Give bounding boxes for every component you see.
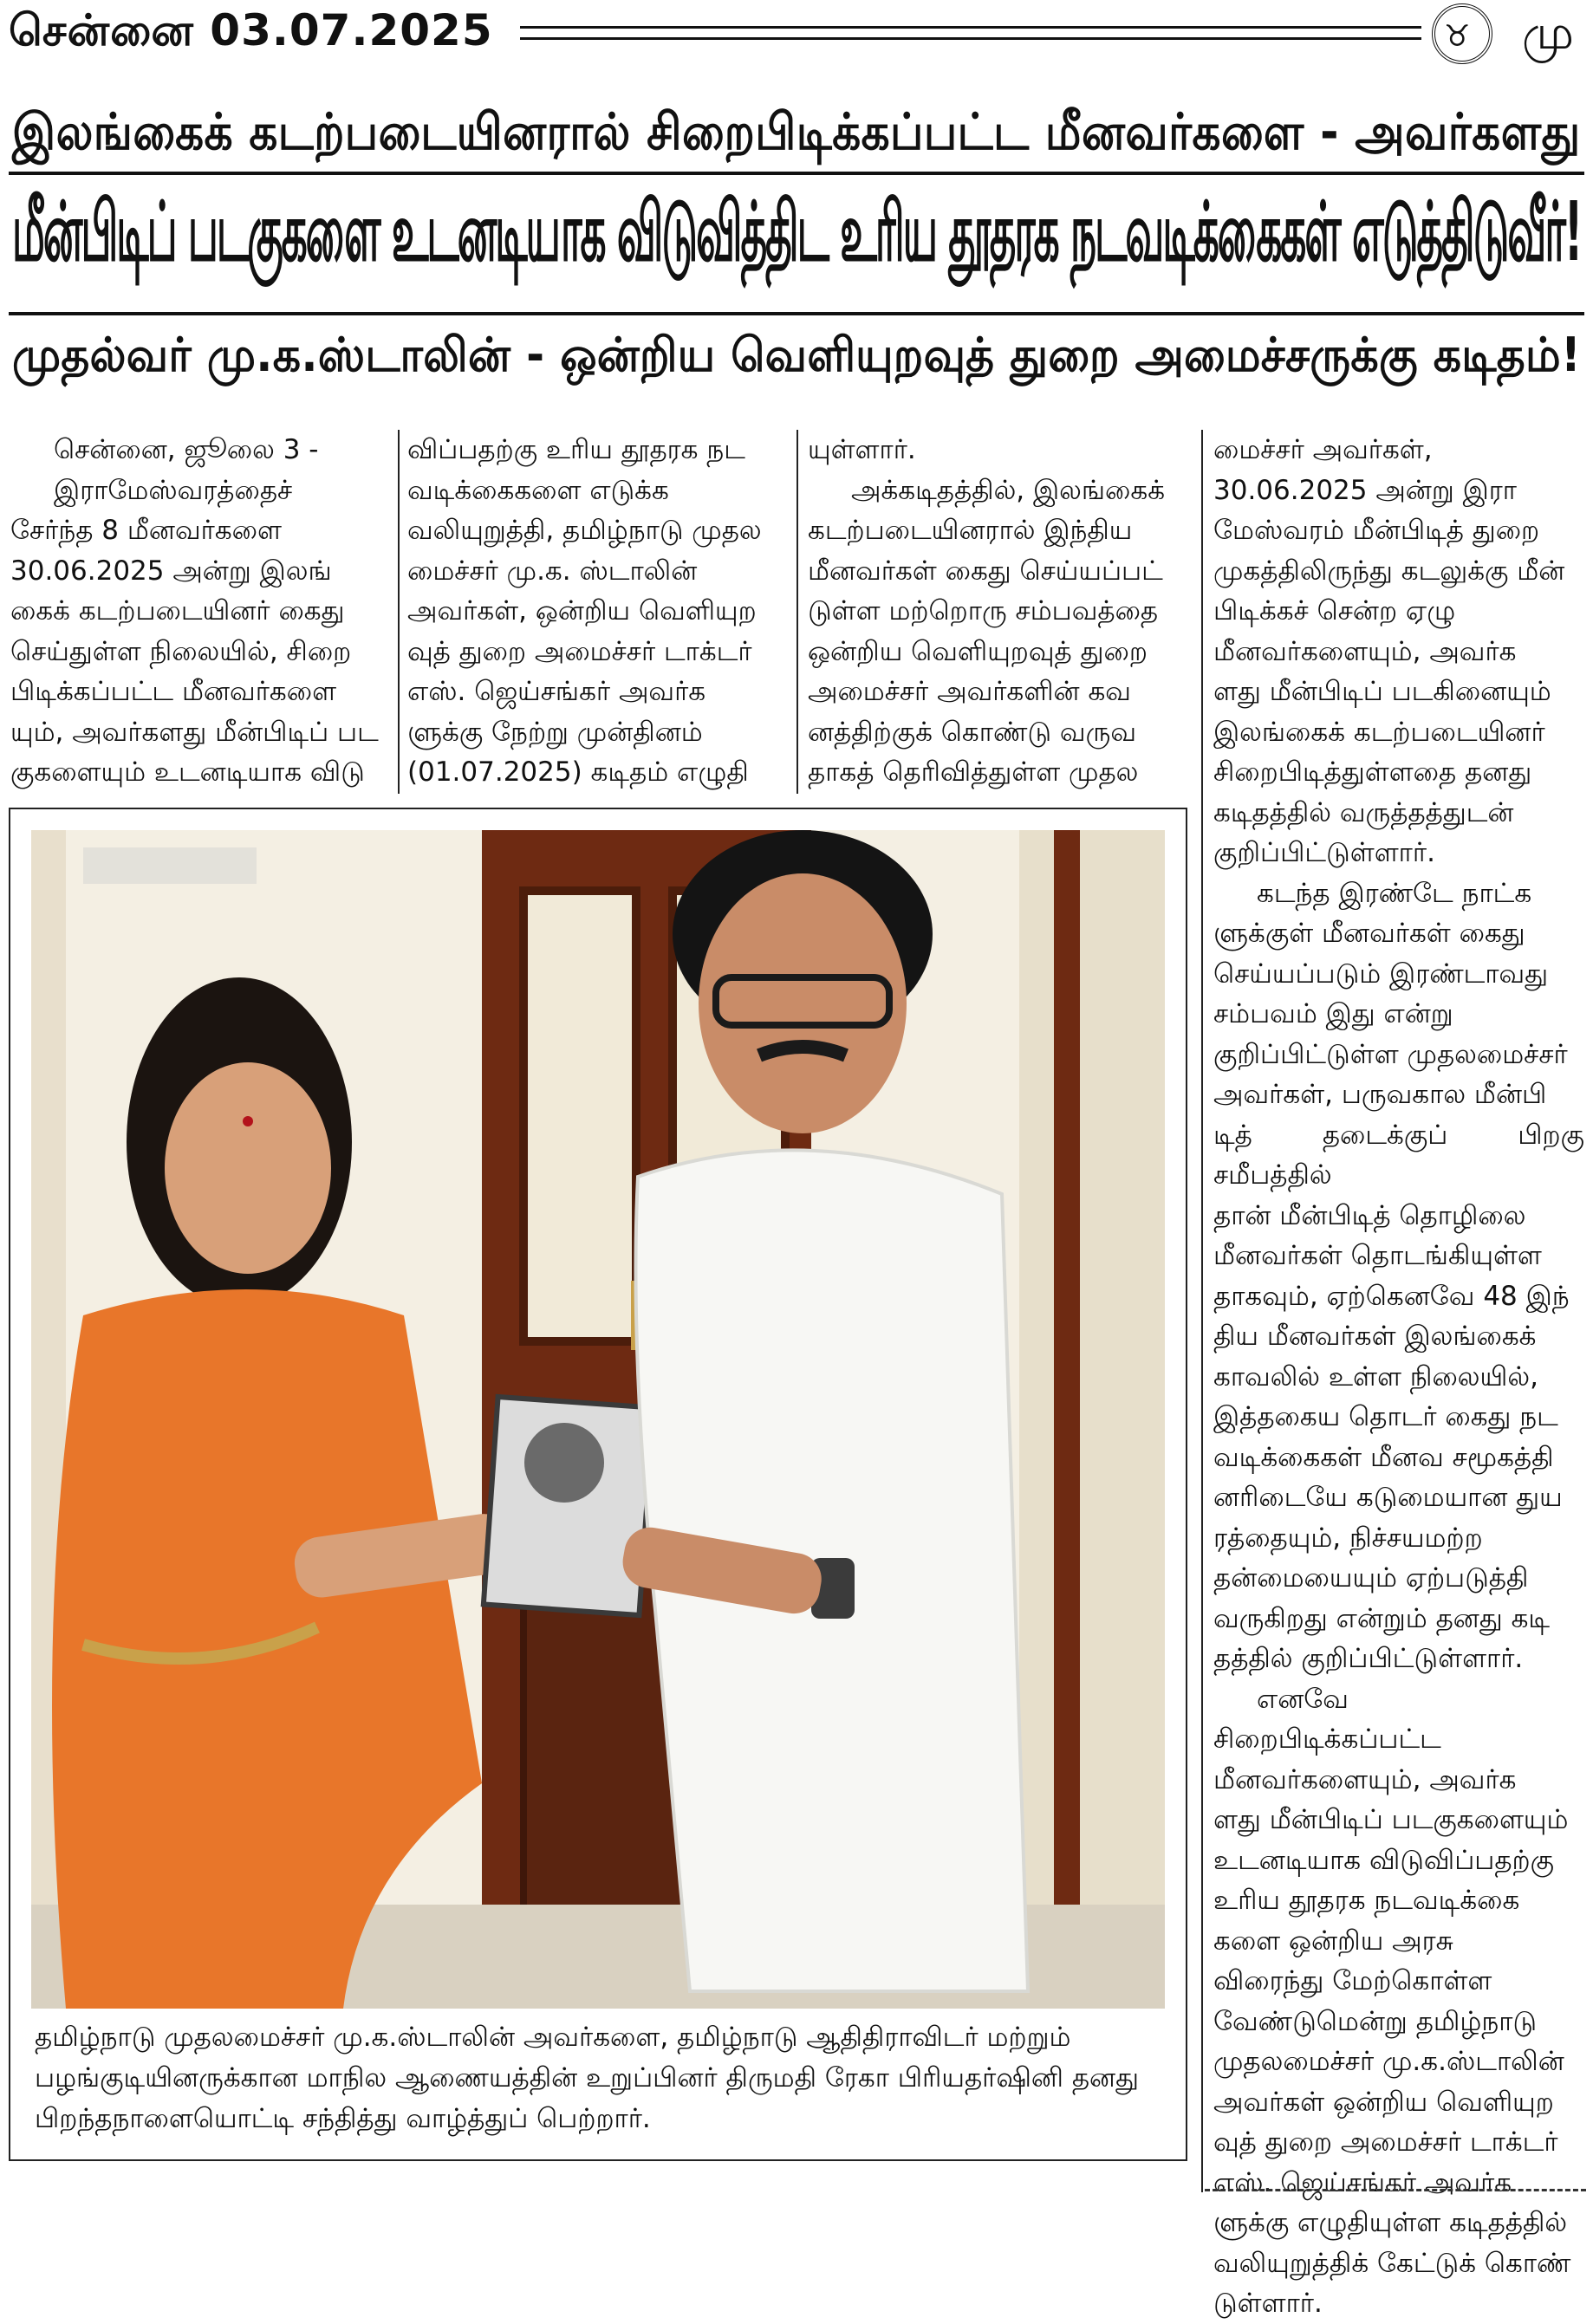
article-column-3 [808, 430, 1186, 793]
masthead-double-rule [520, 26, 1421, 40]
column-4-paragraph-2: கடந்த இரண்டே நாட்க ளுக்குள் மீனவர்கள் கைது செய்யப்படும் இரண்டாவது சம்பவம் இது என்று குறிப்பிட்டுள்ள முதலமைச்சர் அவர்கள், பருவகால மீன்பி டித் தடைக்குப் பிறகு சமீபத்தில் தான் மீன்பிடித் தொழிலை மீனவர்கள் தொடங்கியுள்ள தாகவும், ஏற்கெனவே 48 இந் திய மீனவர்கள் இலங்கைக் காவலில் உள்ள நிலையில், இத்தகைய தொடர் கைது நட வடிக்கைகள் மீனவ சமூகத்தி னரிடையே கடுமையான துய ரத்தையும், நிச்சயமற்ற தன்மையையும் ஏற்படுத்தி வருகிறது என்றும் தனது கடி தத்தில் குறிப்பிட்டுள்ளார். [1213, 877, 1584, 1674]
photo-ac-unit [83, 847, 257, 884]
column-4-paragraph-1: மைச்சர் அவர்கள், 30.06.2025 அன்று இரா மேஸ்வரம் மீன்பிடித் துறை முகத்திலிருந்து கடலுக்கு மீன் பிடிக்கச் சென்ற ஏழு மீனவர்களையும், அவர்க ளது மீன்பிடிப் படகினையும் இலங்கைக் கடற்படையினர் சிறைபிடித்துள்ளதை தனது கடிதத்தில் வருத்தத்துடன் குறிப்பிட்டுள்ளார். [1213, 434, 1565, 868]
sub-headline: முதல்வர் மு.க.ஸ்டாலின் - ஒன்றிய வெளியுறவுத் துறை அமைச்சருக்கு கடிதம்! [12, 328, 1582, 382]
column-4-paragraph-3: எனவே சிறைபிடிக்கப்பட்ட மீனவர்களையும், அவர்க ளது மீன்பிடிப் படகுகளையும் உடனடியாக விடுவிப்பதற்கு உரிய தூதரக நடவடிக்கை களை ஒன்றிய அரசு விரைந்து மேற்கொள்ள வேண்டுமென்று தமிழ்நாடு முதலமைச்சர் மு.க.ஸ்டாலின் அவர்கள் ஒன்றிய வெளியுற வுத் துறை அமைச்சர் டாக்டர் எஸ். ஜெய்சங்கர் அவர்க ளுக்கு எழுதியுள்ள கடிதத்தில் வலியுறுத்திக் கேட்டுக் கொண் டுள்ளார். [1213, 1683, 1571, 2319]
column-3-paragraph-1: யுள்ளார். [808, 434, 916, 465]
column-2-paragraph-1: விப்பதற்கு உரிய தூதரக நட வடிக்கைகளை எடுக்க வலியுறுத்தி, தமிழ்நாடு முதல மைச்சர் மு.க. ஸ்டாலின் அவர்கள், ஒன்றிய வெளியுற வுத் துறை அமைச்சர் டாக்டர் எஸ். ஜெய்சங்கர் அவர்க ளுக்கு நேற்று முன்தினம் (01.07.2025) கடிதம் எழுதி [407, 434, 762, 788]
dateline: சென்னை 03.07.2025 [9, 5, 493, 55]
newspaper-bull-logo [1432, 3, 1492, 64]
photo-woman-face [165, 1062, 331, 1274]
photo-caption: தமிழ்நாடு முதலமைச்சர் மு.க.ஸ்டாலின் அவர்களை, தமிழ்நாடு ஆதிதிராவிடர் மற்றும் பழங்குடியினருக்கான மாநில ஆணையத்தின் உறுப்பினர் திருமதி ரேகா பிரியதர்ஷினி தனது பிறந்தநாளையொட்டி சந்தித்து வாழ்த்துப் பெற்றார். [35, 2022, 1139, 2134]
kicker-rule [9, 172, 1584, 175]
newspaper-name-fragment: மு [1522, 5, 1574, 60]
news-photo [31, 830, 1165, 2009]
article-column-2 [407, 430, 785, 793]
photo-bindi [243, 1116, 253, 1126]
photo-door-panel [523, 891, 636, 1341]
end-of-article-rule [1205, 2189, 1586, 2191]
column-1-paragraph-2: இராமேஸ்வரத்தைச் சேர்ந்த 8 மீனவர்களை 30.06.2025 அன்று இலங் கைக் கடற்படையினர் கைது செய்துள்ள நிலையில், சிறை பிடிக்கப்பட்ட மீனவர்களை யும், அவர்களது மீன்பிடிப் பட குகளையும் உடனடியாக விடு [10, 474, 379, 788]
column-1-paragraph-1: சென்னை, ஜூலை 3 - [54, 434, 319, 465]
column-divider [796, 430, 798, 794]
headline-rule [9, 312, 1584, 315]
article-column-4 [1213, 430, 1584, 2324]
photo-book-cover-face [524, 1423, 604, 1503]
bull-icon: ♉ [1444, 19, 1471, 54]
column-divider [1201, 430, 1203, 2192]
main-headline: மீன்பிடிப் படகுகளை உடனடியாக விடுவித்திட உரிய தூதரக நடவடிக்கைகள் எடுத்திடுவீர்! [12, 184, 1582, 280]
article-column-1 [10, 430, 388, 793]
photo-right-door-frame [1054, 830, 1080, 2009]
photo-right-door [1019, 830, 1165, 2009]
kicker-headline: இலங்கைக் கடற்படையினரால் சிறைபிடிக்கப்பட்ட மீனவர்களை - அவர்களது [12, 102, 1581, 161]
photo-man-face [699, 873, 907, 1133]
column-divider [398, 430, 400, 794]
column-3-paragraph-2: அக்கடிதத்தில், இலங்கைக் கடற்படையினரால் இந்திய மீனவர்கள் கைது செய்யப்பட் டுள்ள மற்றொரு சம்பவத்தை ஒன்றிய வெளியுறவுத் துறை அமைச்சர் அவர்களின் கவ னத்திற்குக் கொண்டு வருவ தாகத் தெரிவித்துள்ள முதல [808, 474, 1166, 788]
